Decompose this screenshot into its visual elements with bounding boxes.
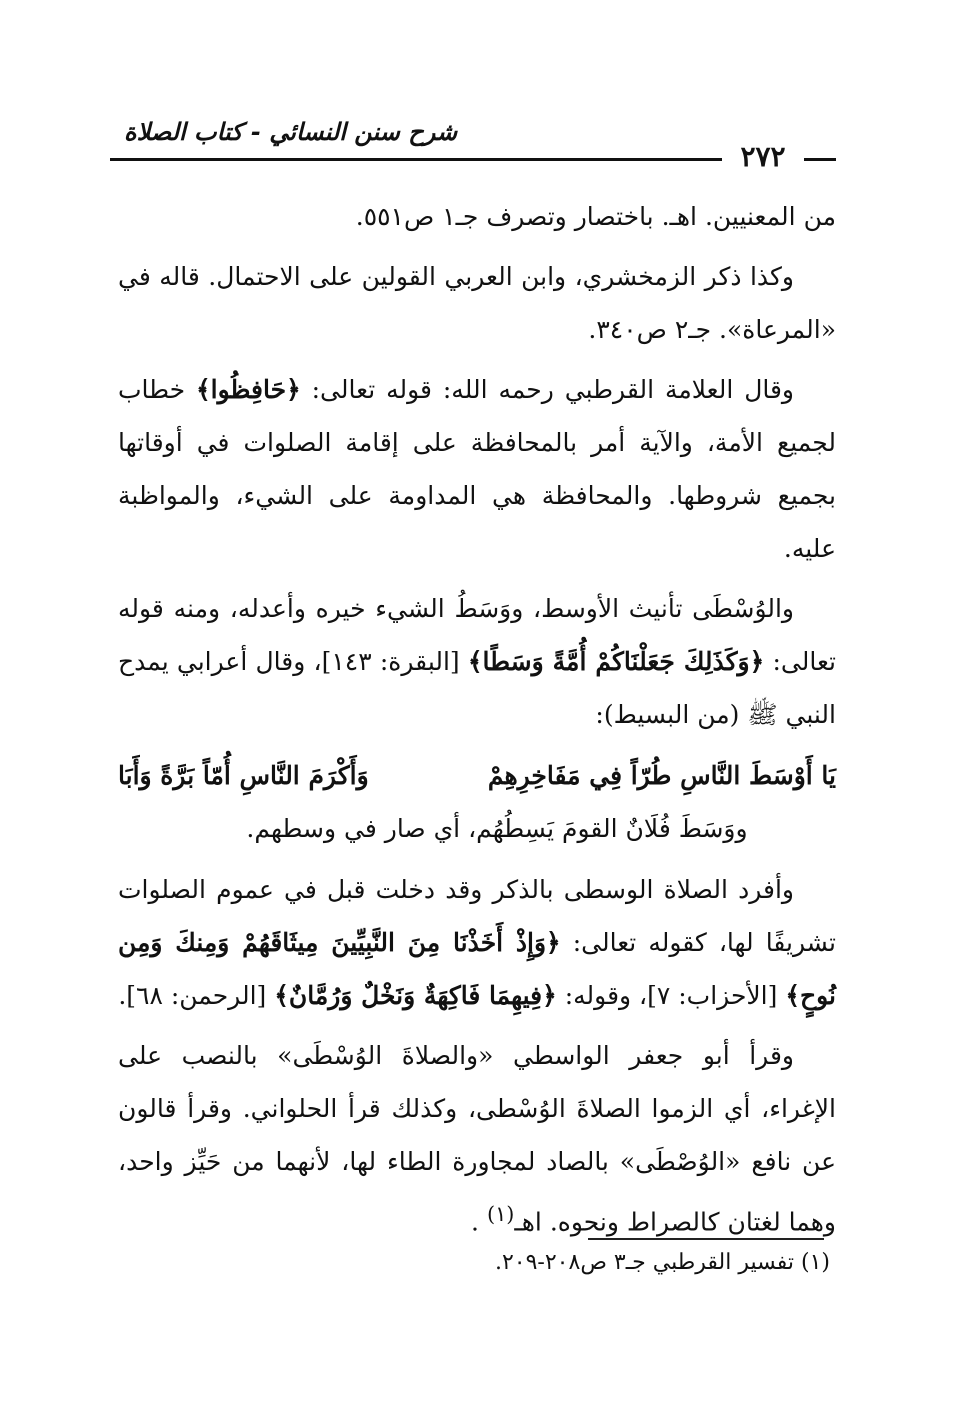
verse-line-2: ووَسَطَ فُلَانٌ القومَ يَسِطُهُم، أي صار في وسطهم. (246, 814, 748, 843)
paragraph-4-text-b: [البقرة: ١٤٣]، وقال أعرابي يمدح النبي ﷺ (من البسيط): (118, 647, 836, 729)
header-title: شرح سنن النسائي - كتاب الصلاة (124, 118, 458, 146)
paragraph-3-text-a: وقال العلامة القرطبي رحمه الله: قوله تعالى: (300, 375, 794, 404)
quran-quote-fakiha: ﴿فِيهِمَا فَاكِهَةٌ وَنَخْلٌ وَرُمَّانٌ﴾ (274, 981, 557, 1010)
footnote: (١) تفسير القرطبي جـ٣ ص٢٠٨-٢٠٩. (494, 1250, 830, 1275)
paragraph-4 (118, 582, 836, 741)
footnote-reference[interactable]: (١) (486, 1202, 515, 1226)
poetry-verse (118, 749, 836, 855)
paragraph-6-text: وقرأ أبو جعفر الواسطي «والصلاةَ الوُسْطَى» بالنصب على الإغراء، أي الزموا الصلاةَ الوُسْطى، وكذلك قرأ الحلواني. وقرأ قالون عن نافع «الوُصْطَى» بالصاد لمجاورة الطاء لها، لأنهما من حَيِّز واحد، وهما لغتان كالصراط ونحوه. اهـ (118, 1041, 836, 1237)
paragraph-6-end: . (471, 1207, 487, 1237)
paragraph-6 (118, 1029, 836, 1248)
paragraph-3-text-b: خطاب لجميع الأمة، والآية أمر بالمحافظة على إقامة الصلوات في أوقاتها بجميع شروطها. والمحافظة هي المداومة على الشيء، والمواظبة عليه. (118, 375, 836, 563)
verse-second-hemistich: وَأَكْرَمَ النَّاسِ أُمّاً بَرَّةً وَأَبَا (118, 761, 369, 790)
header-rule (110, 158, 722, 161)
header-rule-short (804, 158, 836, 161)
paragraph-5-text-c: [الرحمن: ٦٨]. (118, 981, 275, 1010)
quran-quote-wasata: ﴿وَكَذَلِكَ جَعَلْنَاكُمْ أُمَّةً وَسَطًا﴾ (467, 647, 765, 676)
paragraph-2: وكذا ذكر الزمخشري، وابن العربي القولين على الاحتمال. قاله في «المرعاة». جـ٢ ص٣٤٠. (118, 262, 836, 344)
running-header (110, 110, 835, 180)
paragraph-4-text-a: والوُسْطَى تأنيث الأوسط، ووَسَطُ الشيء خيره وأعدله، ومنه قوله تعالى: (118, 594, 836, 676)
main-text (118, 190, 836, 1255)
paragraph-5-text-b: [الأحزاب: ٧]، وقوله: (556, 981, 786, 1010)
verse-first-hemistich: يَا أَوْسَطَ النَّاسِ طُرّاً فِي مَفَاخِرِهِمْ (487, 761, 836, 790)
paragraph-3 (118, 363, 836, 575)
quran-quote-hafizu: ﴿حَافِظُوا﴾ (196, 375, 301, 404)
paragraph-1: من المعنيين. اهـ. باختصار وتصرف جـ١ ص٥٥١. (355, 202, 836, 231)
verse-line-1 (118, 749, 836, 802)
paragraph-5-text-a: وأفرد الصلاة الوسطى بالذكر وقد دخلت قبل في عموم الصلوات تشريفًا لها، كقوله تعالى: (118, 875, 836, 957)
quran-quote-mithaq: ﴿وَإِذْ أَخَذْنَا مِنَ النَّبِيِّينَ مِيثَاقَهُمْ وَمِنكَ وَمِن نُوحٍ﴾ (118, 928, 836, 1010)
footnote-rule (588, 1238, 824, 1240)
paragraph-5 (118, 863, 836, 1022)
page-number: ٢٧٢ (740, 140, 786, 173)
